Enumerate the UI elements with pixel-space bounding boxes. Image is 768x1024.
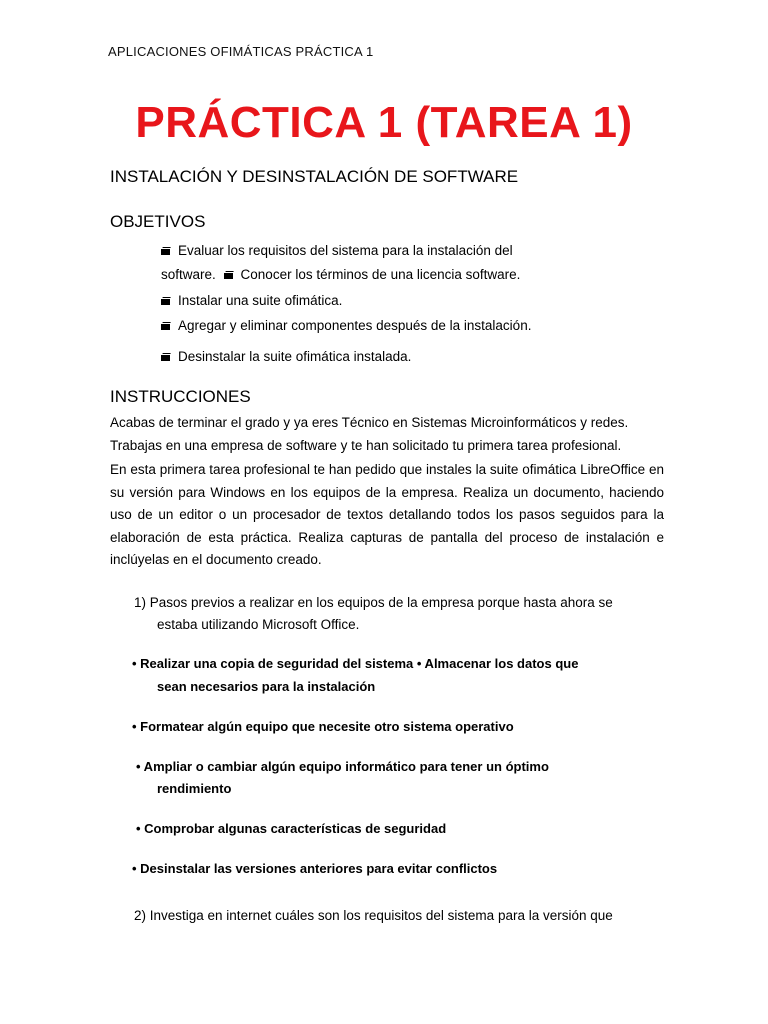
bullet-3-line-1: • Ampliar o cambiar algún equipo informático para tener un óptimo <box>136 759 549 774</box>
objective-text-1: Evaluar los requisitos del sistema para la instalación del <box>178 243 513 258</box>
bullet-5: • Desinstalar las versiones anteriores para evitar conflictos <box>132 861 498 876</box>
objective-item-1 <box>161 243 513 258</box>
bullet-1-line-2: sean necesarios para la instalación <box>157 679 376 694</box>
objective-text-1-cont: software. <box>161 267 216 282</box>
instructions-heading: INSTRUCCIONES <box>110 387 251 406</box>
objective-text-3: Instalar una suite ofimática. <box>178 293 343 308</box>
objective-item-3 <box>161 293 342 308</box>
objective-text-2: Conocer los términos de una licencia software. <box>240 267 521 282</box>
running-header: APLICACIONES OFIMÁTICAS PRÁCTICA 1 <box>108 44 374 59</box>
instructions-line-2: Trabajas en una empresa de software y te han solicitado tu primera tarea profesional. <box>110 438 622 453</box>
clapperboard-bullet-icon <box>161 322 172 330</box>
bullet-4: • Comprobar algunas características de seguridad <box>136 821 447 836</box>
bullet-1-line-1: • Realizar una copia de seguridad del sistema • Almacenar los datos que <box>132 656 579 671</box>
instructions-paragraph: En esta primera tarea profesional te han pedido que instales la suite ofimática LibreOffice en su versión para Windows en los equipos de la empresa. Realiza un documento, haciendo uso de un editor o un procesador de textos detallando todos los pasos seguidos para la elaboración de esta práctica. Realiza capturas de pantalla del proceso de instalación e inclúyelas en el documento creado. <box>110 462 664 567</box>
bullet-3-line-2: rendimiento <box>157 781 232 796</box>
clapperboard-bullet-icon <box>161 297 172 305</box>
objective-item-4 <box>161 318 531 333</box>
clapperboard-bullet-icon <box>224 271 235 279</box>
objective-text-5: Desinstalar la suite ofimática instalada. <box>178 349 412 364</box>
step-1-line-1: 1) Pasos previos a realizar en los equipos de la empresa porque hasta ahora se <box>134 595 613 610</box>
instructions-line-1: Acabas de terminar el grado y ya eres Técnico en Sistemas Microinformáticos y redes. <box>110 415 629 430</box>
objective-item-2 <box>161 267 520 282</box>
clapperboard-bullet-icon <box>161 353 172 361</box>
document-subtitle: INSTALACIÓN Y DESINSTALACIÓN DE SOFTWARE <box>110 167 519 186</box>
step-2-line-1: 2) Investiga en internet cuáles son los requisitos del sistema para la versión que <box>134 908 613 923</box>
clapperboard-bullet-icon <box>161 247 172 255</box>
objective-text-4: Agregar y eliminar componentes después de la instalación. <box>178 318 532 333</box>
objective-item-5 <box>161 349 411 364</box>
objectives-heading: OBJETIVOS <box>110 212 206 231</box>
step-1-line-2: estaba utilizando Microsoft Office. <box>157 617 360 632</box>
bullet-2: • Formatear algún equipo que necesite otro sistema operativo <box>132 719 514 734</box>
page-title: PRÁCTICA 1 (TAREA 1) <box>135 98 633 147</box>
